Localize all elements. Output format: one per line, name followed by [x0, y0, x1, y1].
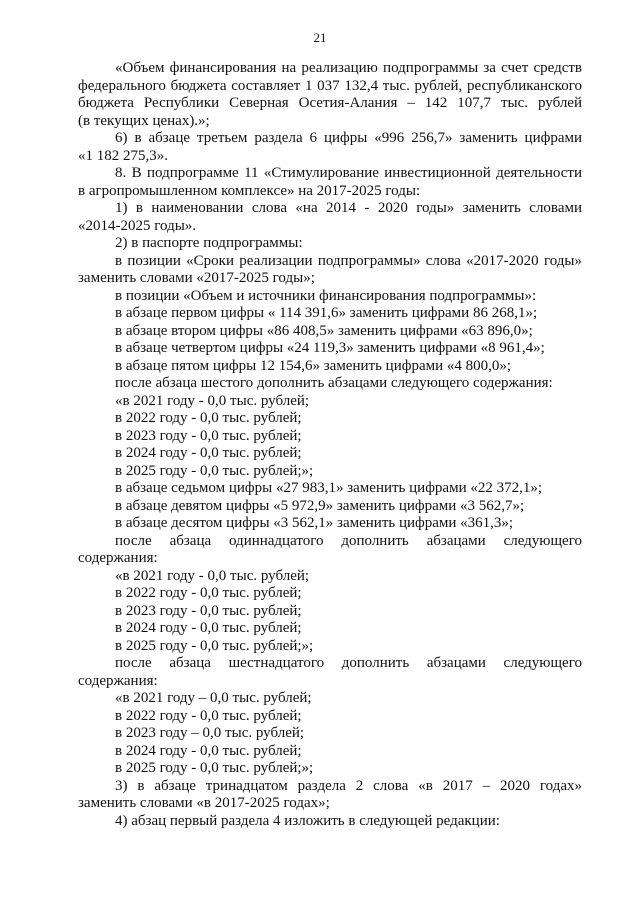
- text-line: в агропромышленном комплексе» на 2017-2025 годы:: [78, 182, 421, 199]
- text-line: после абзаца шестнадцатого дополнить абзацами следующего: [115, 655, 582, 671]
- text-line: «в 2021 году - 0,0 тыс. рублей;: [115, 392, 310, 409]
- text-line: в абзаце седьмом цифры «27 983,1» заменить цифрами «22 372,1»;: [115, 480, 543, 496]
- text-line: в 2022 году - 0,0 тыс. рублей;: [115, 707, 302, 724]
- text-line: 4) абзац первый раздела 4 изложить в следующей редакции:: [115, 812, 500, 829]
- text-line: содержания:: [78, 672, 158, 689]
- text-line: в абзаце четвертом цифры «24 119,3» заменить цифрами «8 961,4»;: [115, 340, 545, 356]
- page-number: 21: [313, 30, 327, 45]
- text-line: «в 2021 году – 0,0 тыс. рублей;: [115, 690, 312, 706]
- text-line: в 2022 году - 0,0 тыс. рублей;: [115, 410, 302, 426]
- text-line: в абзаце десятом цифры «3 562,1» заменить цифрами «361,3»;: [115, 515, 514, 531]
- text-line: 8. В подпрограмме 11 «Стимулирование инвестиционной деятельности: [115, 165, 582, 181]
- text-line: в 2023 году - 0,0 тыс. рублей;: [115, 602, 302, 619]
- text-line: в 2024 году - 0,0 тыс. рублей;: [115, 742, 302, 759]
- text-line: в 2025 году - 0,0 тыс. рублей;»;: [115, 760, 314, 776]
- text-line: 6) в абзаце третьем раздела 6 цифры «996 256,7» заменить цифрами: [115, 130, 582, 146]
- text-line: в абзаце девятом цифры «5 972,9» заменить цифрами «3 562,7»;: [115, 497, 525, 514]
- text-line: в 2023 году – 0,0 тыс. рублей;: [115, 725, 305, 741]
- text-line: в 2025 году - 0,0 тыс. рублей;»;: [115, 637, 314, 654]
- text-line: в 2023 году - 0,0 тыс. рублей;: [115, 427, 302, 444]
- text-line: в 2022 году - 0,0 тыс. рублей;: [115, 585, 302, 601]
- text-line: «1 182 275,3».: [78, 147, 168, 164]
- text-line: в позиции «Сроки реализации подпрограммы» слова «2017-2020 годы»: [115, 252, 582, 269]
- text-line: «Объем финансирования на реализацию подпрограммы за счет средств: [115, 60, 582, 76]
- text-line: 1) в наименовании слова «на 2014 - 2020 годы» заменить словами: [115, 200, 582, 216]
- text-line: бюджета Республики Северная Осетия-Алания – 142 107,7 тыс. рублей: [78, 95, 582, 111]
- text-line: после абзаца одиннадцатого дополнить абзацами следующего: [115, 532, 582, 549]
- text-line: «2014-2025 годы».: [78, 217, 197, 234]
- text-line: в абзаце пятом цифры 12 154,6» заменить цифрами «4 800,0»;: [115, 357, 512, 374]
- text-line: в 2024 году - 0,0 тыс. рублей;: [115, 620, 302, 636]
- text-line: в 2024 году - 0,0 тыс. рублей;: [115, 445, 302, 461]
- text-line: «в 2021 году - 0,0 тыс. рублей;: [115, 567, 310, 584]
- text-line: федерального бюджета составляет 1 037 132,4 тыс. рублей, республиканского: [78, 77, 582, 94]
- text-line: заменить словами «2017-2025 годы»;: [78, 270, 315, 286]
- text-line: (в текущих ценах).»;: [78, 112, 210, 129]
- text-line: в абзаце втором цифры «86 408,5» заменить цифрами «63 896,0»;: [115, 322, 533, 339]
- text-line: в позиции «Объем и источники финансирования подпрограммы»:: [115, 287, 537, 304]
- text-line: 3) в абзаце тринадцатом раздела 2 слова «в 2017 – 2020 годах»: [115, 777, 582, 794]
- text-line: содержания:: [78, 550, 158, 566]
- text-line: в 2025 году - 0,0 тыс. рублей;»;: [115, 462, 314, 479]
- text-line: после абзаца шестого дополнить абзацами следующего содержания:: [115, 375, 553, 391]
- document-body: [78, 60, 582, 830]
- text-line: 2) в паспорте подпрограммы:: [115, 235, 303, 251]
- text-line: заменить словами «в 2017-2025 годах»;: [78, 795, 330, 811]
- text-line: в абзаце первом цифры « 114 391,6» заменить цифрами 86 268,1»;: [115, 305, 538, 321]
